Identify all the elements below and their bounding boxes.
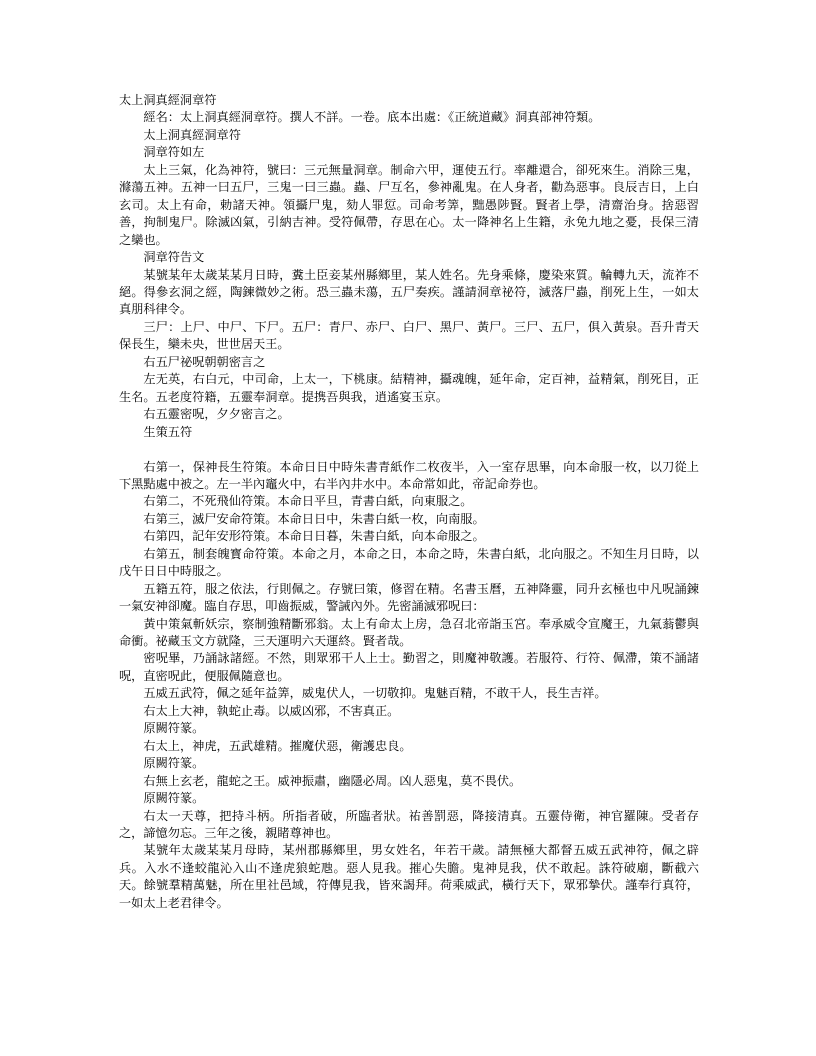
paragraph-body-mouhao-nian: 某號年太歲某某月母時，某州郡縣鄉里，男女姓名，年若干歲。請無極大都督五威五武神符，佩之辟兵。入水不逢蛟龍沁入山不逢虎狼蛇虺。惡人見我。摧心失膽。鬼神見我，伏不敢起。誅符破廟，斷截六天。餘號羣精萬魅，所在里社邑域，符傳見我，皆來謁拜。荷乘威武，橫行天下，眾邪摯伏。謹奉行真符，一如太上老君律令。 xyxy=(119,843,699,910)
paragraph-body-you-taiyi-tianzun: 右太一天尊，把持斗柄。所指者破，所臨者狀。祐善罰惡，降接清真。五靈侍衛，神官羅陳。受者存之，諦憶勿忘。三年之後，親睹尊神也。 xyxy=(119,808,699,841)
paragraph-body-zuowuying: 左无英，右白元，中司命，上太一，下桃康。結精神，攝魂魄，延年命，定百神，益精氣，削死目，正生名。五老度符籍，五靈奉洞章。提携吾與我，逍遙宴玉京。 xyxy=(119,372,699,404)
paragraph-note-fuzhuan-2: 原闕符篆。 xyxy=(143,756,205,771)
paragraph-heading-wuling-mizhou: 右五靈密呪，夕夕密言之。 xyxy=(143,407,290,422)
paragraph-body-di-er: 右第二，不死飛仙符策。本命日平旦，青書白紙，向東服之。 xyxy=(143,494,473,509)
paragraph-body-gaowen: 某號某年太歲某某月日時，糞土臣妾某州縣鄉里，某人姓名。先身乘條，慶染來質。輪轉九天，流祚不絕。得參玄洞之經，陶鍊微妙之術。恐三蟲未蕩，五尸奏疾。謹請洞章祕符，滅落尸蟲，削死上生，一如太真朋科律令。 xyxy=(119,267,699,317)
paragraph-body-you-wushang-xuanlao: 右無上玄老，龍蛇之王。威神振肅，幽隱必周。凶人惡鬼，莫不畏伏。 xyxy=(143,773,522,788)
paragraph-body-sanshi-wushi: 三尸：上尸、中尸、下尸。五尸：青尸、赤尸、白尸、黑尸、黃尸。三尸、五尸，俱入黃泉。吾升青天保長生，欒未央，世世居天王。 xyxy=(119,319,699,352)
paragraph-heading-repeat: 太上洞真經洞章符 xyxy=(143,127,241,142)
blank-line xyxy=(119,441,699,458)
paragraph-note-fuzhuan-1: 原闕符篆。 xyxy=(143,721,205,736)
paragraph-heading-shengce-wufu: 生策五符 xyxy=(143,424,193,439)
paragraph-body-wuji-wufu: 五籍五符，服之依法，行則佩之。存號曰策，修習在精。名書玉曆，五神降靈，同升玄極也中凡呪誦鍊一氣安神卻魔。臨自存思，叩齒振威，警誡內外。先密誦滅邪呪曰： xyxy=(119,581,699,614)
paragraph-scripture-meta: 經名：太上洞真經洞章符。撰人不詳。一卷。底本出處：《正統道藏》洞真部神符類。 xyxy=(143,110,601,125)
document-text-body xyxy=(119,92,699,912)
paragraph-heading-dongzhangfu-ruzuo: 洞章符如左 xyxy=(143,145,205,160)
paragraph-heading-dongzhangfu-gaowen: 洞章符告文 xyxy=(143,250,205,265)
paragraph-note-fuzhuan-3: 原闕符篆。 xyxy=(143,791,205,806)
paragraph-body-di-yi: 右第一，保神長生符策。本命日日中時朱書青紙作二枚夜半，入一室存思畢，向本命服一枚，以刀從上下黑點處中被之。左一半內竈火中，右半內井水中。本命常如此，帝記命券也。 xyxy=(119,459,699,491)
paragraph-heading-wushi-mizhou: 右五尸祕呪朝朝密言之 xyxy=(143,354,266,369)
paragraph-body-di-san: 右第三，滅尸安命符策。本命日日中，朱書白紙一枚，向南服。 xyxy=(143,511,485,526)
paragraph-body-mizhou-bi: 密呪畢，乃誦詠諸經。不然，則眾邪干人上士。勤習之，則魔神敬護。若服符、行符、佩滯，策不誦諸呪，直密呪此，便服佩隨意也。 xyxy=(119,651,699,683)
paragraph-title-line: 太上洞真經洞章符 xyxy=(119,93,217,107)
paragraph-body-you-taishang-shenhu: 右太上，神虎，五武雄精。摧魔伏惡，衛護忠良。 xyxy=(143,738,412,753)
paragraph-body-di-si: 右第四，記年安形符策。本命日日暮，朱書白紙，向本命服之。 xyxy=(143,529,485,544)
paragraph-body-you-taishang-dashen: 右太上大神，執蛇止毒。以威凶邪，不害真正。 xyxy=(143,703,400,718)
paragraph-body-taishang-sanqi: 太上三氣，化為神符，號曰：三元無量洞章。制命六甲，運使五行。率離還合，卻死來生。消除三鬼，滌蕩五神。五神一曰五尸，三鬼一曰三蟲。蟲、尸互名，參神亂鬼。在人身者，勸為惡事。良辰吉日，上白玄司。太上有命，勅諸天神。領攝尸鬼，劾人罪愆。司命考筭，黜愚陟賢。賢者上學，清齋治身。捨惡習善，拘制鬼尸。除滅凶氣，引納吉神。受符佩帶，存思在心。太一降神名上生籍，永免九地之憂，長保三清之欒也。 xyxy=(119,162,699,247)
paragraph-body-wuwei-wuwufu: 五威五武符，佩之延年益筭，威鬼伏人，一切敬抑。鬼魅百精，不敢干人，長生吉祥。 xyxy=(143,686,607,701)
paragraph-body-huangzhong-ceqi: 黃中策氣斬妖宗，察制強精斷邪翁。太上有命太上房，急召北帝詣玉宮。奉承威令宣魔王，九氣蓊鬱與命衝。祕藏玉文方就隆，三天運明六天運終。賢者哉。 xyxy=(119,616,699,649)
paragraph-body-di-wu: 右第五，制套魄寳命符策。本命之月，本命之日，本命之時，朱書白紙，北向服之。不知生月日時，以戊午日日中時服之。 xyxy=(119,546,699,579)
